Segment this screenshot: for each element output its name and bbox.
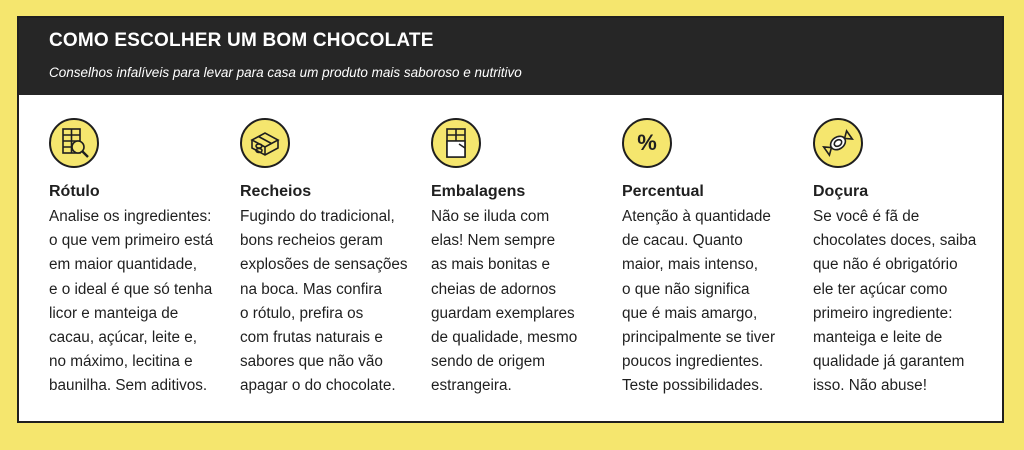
tip-column-embalagens: [431, 118, 606, 399]
column-text: Analise os ingredientes: o que vem primeiro está em maior quantidade, e o ideal é que só tenha licor e manteiga de cacau, açúcar, leite e, no máximo, lecitina e baunilha. Sem aditivos.: [49, 208, 214, 395]
chocolate-bar-magnifier-icon: [49, 118, 99, 168]
column-title: Rótulo: [49, 183, 100, 200]
column-title: Embalagens: [431, 183, 526, 200]
page-subtitle: Conselhos infalíveis para levar para casa um produto mais saboroso e nutritivo: [49, 65, 522, 80]
column-text: Fugindo do tradicional, bons recheios geram explosões de sensações na boca. Mas confira o rótulo, prefira os com frutas naturais e sabores que não vão apagar o do chocolate.: [240, 208, 408, 395]
header-bar: [19, 18, 1002, 95]
wrapped-chocolate-bar-icon: [431, 118, 481, 168]
tip-column-rotulo: [49, 118, 224, 399]
wrapped-candy-icon: [813, 118, 863, 168]
tip-column-recheios: [240, 118, 415, 399]
column-title: Doçura: [813, 183, 869, 200]
column-title: Recheios: [240, 183, 312, 200]
column-text: Atenção à quantidade de cacau. Quanto maior, mais intenso, o que não significa que é mais amargo, principalmente se tiver poucos ingredientes. Teste possibilidades.: [622, 208, 776, 395]
column-title: Percentual: [622, 183, 704, 200]
bonbon-box-icon: [240, 118, 290, 168]
page-title: COMO ESCOLHER UM BOM CHOCOLATE: [49, 30, 434, 51]
column-text: Se você é fã de chocolates doces, saiba que não é obrigatório ele ter açúcar como primeiro ingrediente: manteiga e leite de qualidade já garantem isso. Não abuse!: [813, 208, 977, 395]
tip-column-docura: [813, 118, 988, 399]
column-text: Não se iluda com elas! Nem sempre as mais bonitas e cheias de adornos guardam exemplares de qualidade, mesmo sendo de origem estrangeira.: [431, 208, 578, 395]
infographic-card: [17, 16, 1004, 423]
percent-icon: %: [622, 118, 672, 168]
tip-column-percentual: [622, 118, 797, 399]
